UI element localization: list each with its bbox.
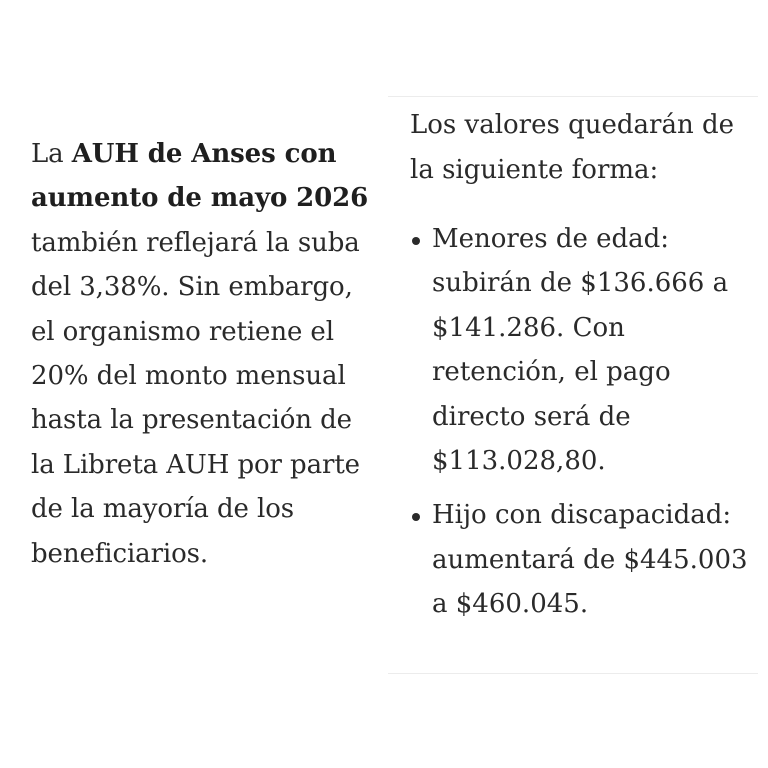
auh-bold-link: AUH de Anses con aumento de mayo 2026 [31,139,369,214]
article-paragraph [31,132,371,576]
list-item [410,217,755,483]
bullet-icon [412,237,420,245]
list-item-text: Menores de edad: subirán de $136.666 a $141.286. Con retención, el pago directo será de $113.028,80. [432,224,729,477]
values-intro: Los valores quedarán de la siguiente forma: [410,110,734,185]
bullet-icon [412,513,420,521]
list-item [410,493,755,626]
values-panel [388,96,758,674]
list-item-text: Hijo con discapacidad: aumentará de $445.003 a $460.045. [432,500,748,620]
values-list [410,217,755,637]
paragraph-body-text: también reflejará la suba del 3,38%. Sin embargo, el organismo retiene el 20% del monto mensual hasta la presentación de la Libreta AUH por parte de la mayoría de los beneficiarios. [31,227,360,569]
paragraph-intro-text: La [31,139,72,169]
